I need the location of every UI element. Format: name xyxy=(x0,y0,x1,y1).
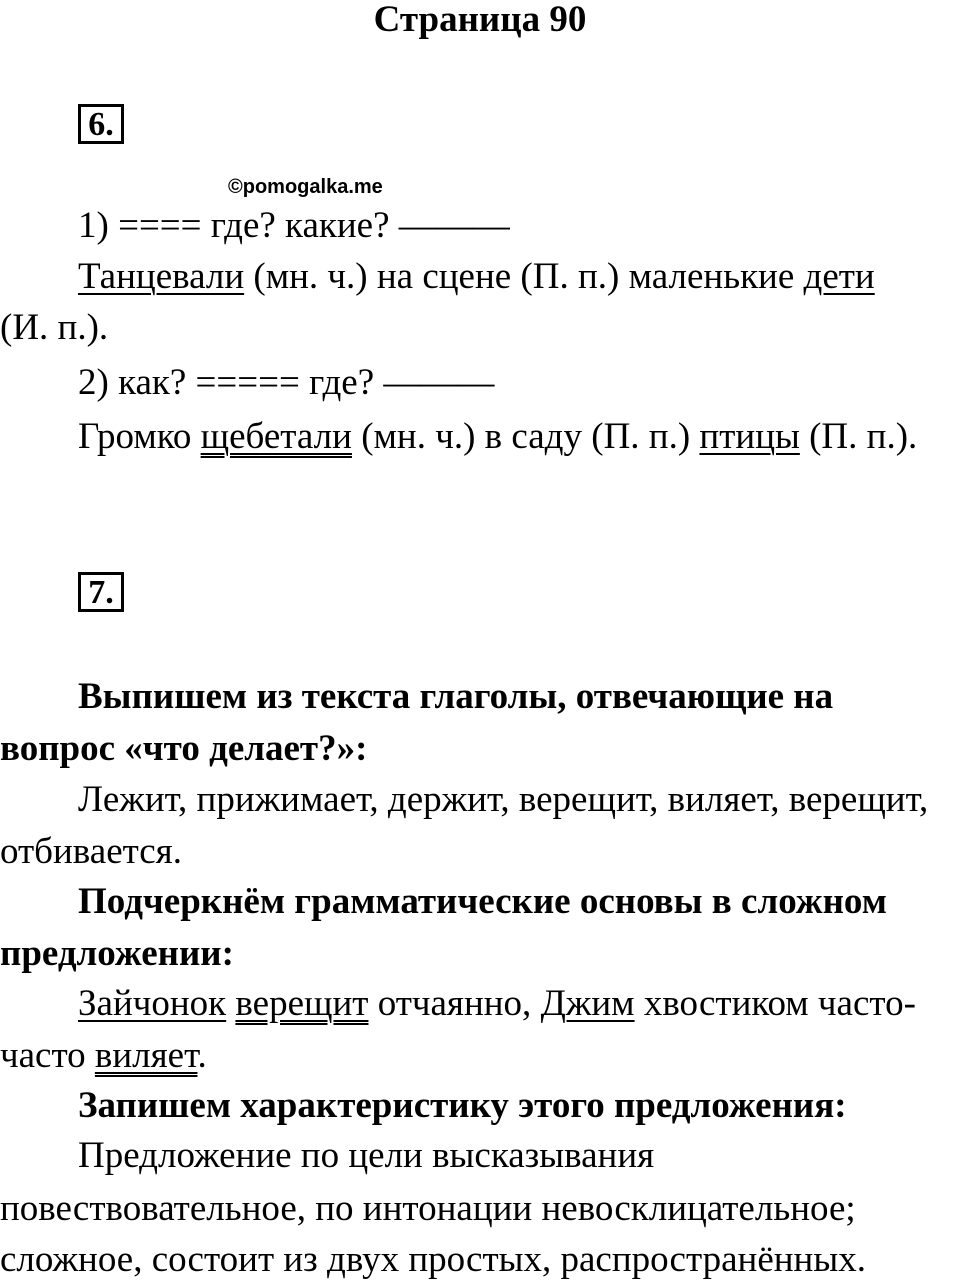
sentence-line-1 xyxy=(0,978,960,1030)
task-6-line-1: 1) ==== где? какие? ——— xyxy=(78,205,510,246)
predicate-shchebetali: щебетали xyxy=(200,416,352,457)
task-6-line-4: 2) как? ===== где? ——— xyxy=(78,362,495,403)
task-6-line-3: (И. п.). xyxy=(0,307,109,348)
subject-dzhim: Джим xyxy=(540,983,635,1024)
predicate-vereshchit: верещит xyxy=(235,983,369,1024)
subject-ptitsy: птицы xyxy=(699,416,800,457)
task-6-number: 6. xyxy=(78,104,124,144)
subject-tantsevali: Танцевали xyxy=(78,256,245,297)
heading-verbs-line-2: вопрос «что делает?»: xyxy=(0,728,368,769)
task-6-line-5 xyxy=(0,411,960,463)
text-segment: (мн. ч.) на сцене (П. п.) маленькие xyxy=(244,256,804,297)
watermark: ©pomogalka.me xyxy=(228,176,383,198)
text-segment: часто xyxy=(0,1035,95,1076)
text-segment: отчаянно, xyxy=(368,983,541,1024)
heading-grammar-line-1: Подчеркнём грамматические основы в сложном xyxy=(78,881,887,922)
text-segment: Громко xyxy=(78,416,201,457)
text-segment: . xyxy=(197,1035,207,1076)
heading-verbs-line-1: Выпишем из текста глаголы, отвечающие на xyxy=(78,676,834,717)
page-title: Страница 90 xyxy=(373,0,587,40)
verbs-list-line-1: Лежит, прижимает, держит, верещит, виляет, верещит, xyxy=(78,779,929,820)
heading-grammar-line-2: предложении: xyxy=(0,933,234,974)
text-segment: (П. п.). xyxy=(799,416,918,457)
task-6-line-2 xyxy=(0,251,960,303)
heading-characteristic: Запишем характеристику этого предложения: xyxy=(78,1085,847,1126)
sentence-line-2 xyxy=(0,1030,960,1082)
verbs-list-line-2: отбивается. xyxy=(0,831,182,872)
subject-deti: дети xyxy=(803,256,875,297)
text-segment: (мн. ч.) в саду (П. п.) xyxy=(351,416,700,457)
characteristic-line-1: Предложение по цели высказывания xyxy=(78,1135,655,1176)
task-7-number: 7. xyxy=(78,572,124,612)
subject-zaychonok: Зайчонок xyxy=(78,983,227,1024)
characteristic-line-2: повествовательное, по интонации невосклицательное; xyxy=(0,1188,856,1229)
predicate-vilyaet: виляет xyxy=(94,1035,198,1076)
text-segment: хвостиком часто- xyxy=(634,983,916,1024)
characteristic-line-3: сложное, состоит из двух простых, распространённых. xyxy=(0,1239,866,1280)
